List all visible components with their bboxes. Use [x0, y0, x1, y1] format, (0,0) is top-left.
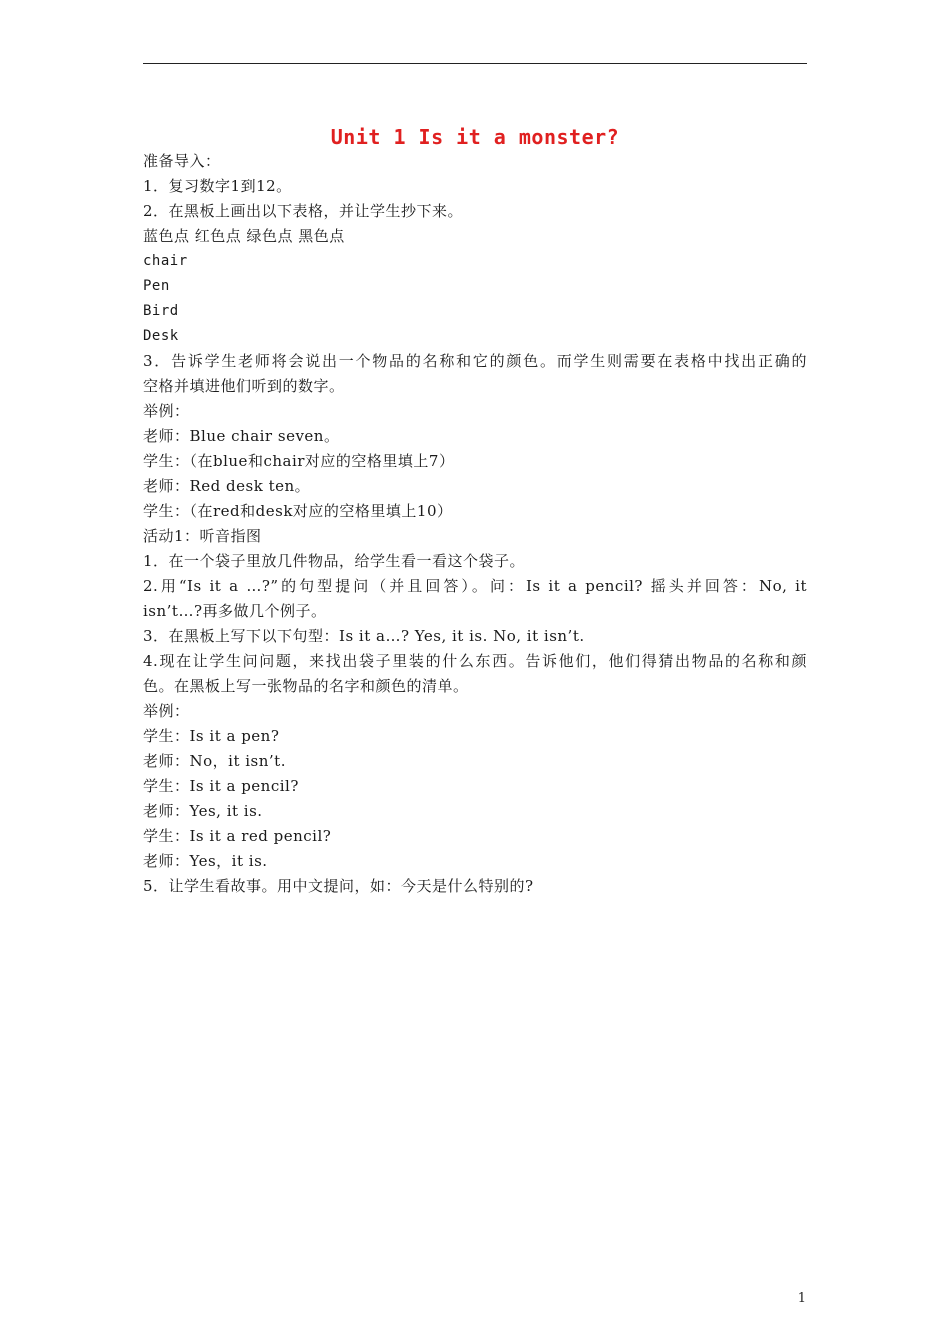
document-body — [143, 149, 807, 899]
text-line: 活动1：听音指图 — [143, 527, 262, 545]
text-line: Pen — [143, 278, 170, 294]
text-line: 4.现在让学生问问题，来找出袋子里装的什么东西。告诉他们，他们得猜出物品的名称和颜 — [143, 652, 807, 670]
document-title: Unit 1 Is it a monster? — [330, 125, 620, 149]
text-line: 蓝色点 红色点 绿色点 黑色点 — [143, 227, 345, 245]
text-line: 色。在黑板上写一张物品的名字和颜色的清单。 — [143, 677, 469, 695]
text-line: 老师：No，it isn’t. — [143, 752, 286, 770]
header-rule — [143, 63, 807, 64]
text-line: isn’t…?再多做几个例子。 — [143, 602, 327, 620]
text-line: 2．在黑板上画出以下表格，并让学生抄下来。 — [143, 202, 464, 220]
text-line: 3．告诉学生老师将会说出一个物品的名称和它的颜色。而学生则需要在表格中找出正确的 — [143, 352, 807, 370]
text-line: 举例： — [143, 402, 190, 420]
text-line: 老师：Blue chair seven。 — [143, 427, 340, 445]
text-line: 学生：（在blue和chair对应的空格里填上7） — [143, 452, 455, 470]
text-line: 1．复习数字1到12。 — [143, 177, 292, 195]
text-line: chair — [143, 253, 188, 269]
text-line: 1．在一个袋子里放几件物品，给学生看一看这个袋子。 — [143, 552, 526, 570]
text-line: 2.用“Is it a …?”的句型提问（并且回答）。问：Is it a pencil? 摇头并回答：No, it — [143, 577, 807, 595]
text-line: Bird — [143, 303, 179, 319]
text-line: 学生：Is it a pen? — [143, 727, 280, 745]
text-line: 学生：Is it a pencil? — [143, 777, 299, 795]
text-line: 老师：Red desk ten。 — [143, 477, 311, 495]
text-line: 老师：Yes，it is. — [143, 852, 268, 870]
text-line: 学生：（在red和desk对应的空格里填上10） — [143, 502, 453, 520]
text-line: 准备导入： — [143, 152, 221, 170]
text-line: 空格并填进他们听到的数字。 — [143, 377, 345, 395]
text-line: 举例： — [143, 702, 190, 720]
text-line: 老师：Yes, it is. — [143, 802, 263, 820]
text-line: Desk — [143, 328, 179, 344]
text-line: 5．让学生看故事。用中文提问，如：今天是什么特别的? — [143, 877, 534, 895]
text-line: 学生：Is it a red pencil? — [143, 827, 332, 845]
page-number: 1 — [797, 1291, 806, 1306]
text-line: 3．在黑板上写下以下句型：Is it a…? Yes, it is. No, it isn’t. — [143, 627, 585, 645]
